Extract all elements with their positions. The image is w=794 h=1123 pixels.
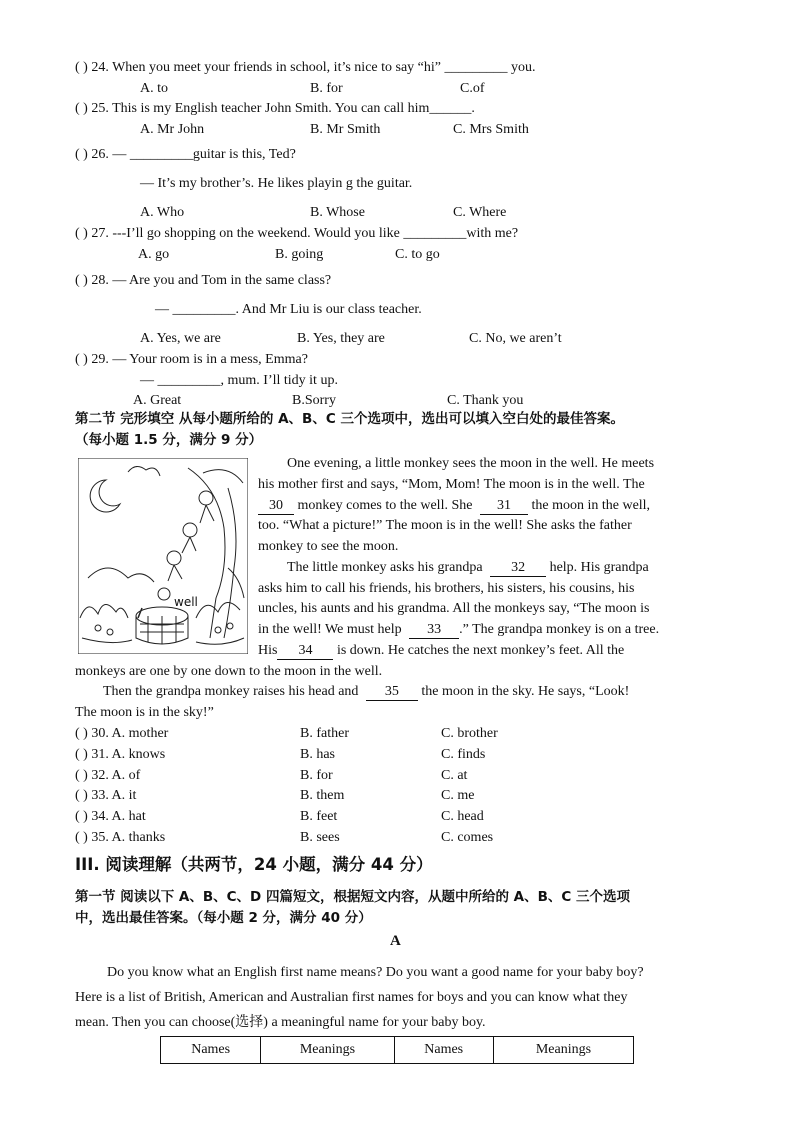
cloze-q35: ( ) 35. A. thanks bbox=[75, 830, 166, 845]
blank-35: 35 bbox=[366, 685, 418, 701]
option-b: B. for bbox=[300, 768, 333, 783]
option-c: C. Thank you bbox=[447, 393, 524, 408]
answer-blank: _________ bbox=[172, 302, 236, 317]
answer-blank: _________ bbox=[129, 147, 193, 162]
option-a: A. Yes, we are bbox=[140, 331, 221, 346]
option-c: C. Where bbox=[453, 205, 507, 220]
option-b: B. has bbox=[300, 747, 335, 762]
option-c: C. me bbox=[441, 788, 475, 803]
passage-line: mean. Then you can choose(选择) a meaningful name for your baby boy. bbox=[75, 1015, 486, 1030]
question-25: ( ) 25. This is my English teacher John Smith. You can call him______. bbox=[75, 101, 475, 116]
names-table bbox=[160, 1036, 634, 1064]
blank-31: 31 bbox=[480, 499, 528, 515]
passage-line: 30 monkey comes to the well. She 31 the moon in the well, bbox=[258, 499, 650, 515]
cloze-q30: ( ) 30. A. mother bbox=[75, 726, 169, 741]
dialogue-reply: — _________, mum. I’ll tidy it up. bbox=[140, 373, 338, 388]
passage-line: monkey to see the moon. bbox=[258, 539, 399, 554]
question-27: ( ) 27. ---I’ll go shopping on the weekend. Would you like _________with me? bbox=[75, 226, 519, 241]
passage-line: Here is a list of British, American and Australian first names for boys and you can know what they bbox=[75, 990, 628, 1005]
answer-blank: _________ bbox=[444, 60, 508, 75]
question-26: ( ) 26. — _________guitar is this, Ted? bbox=[75, 147, 296, 162]
cloze-q34: ( ) 34. A. hat bbox=[75, 809, 146, 824]
column-header: Names bbox=[394, 1037, 493, 1064]
answer-blank: _________ bbox=[403, 226, 467, 241]
blank-33: 33 bbox=[409, 623, 459, 639]
option-c: C. to go bbox=[395, 247, 440, 262]
blank-30: 30 bbox=[258, 499, 294, 515]
cloze-heading: 第二节 完形填空 从每小题所给的 A、B、C 三个选项中，选出可以填入空白处的最佳答案。 bbox=[75, 411, 624, 427]
option-c: C. head bbox=[441, 809, 484, 824]
passage-line: Then the grandpa monkey raises his head and 35 the moon in the sky. He says, “Look! bbox=[103, 684, 630, 699]
reading-subheading: 第一节 阅读以下 A、B、C、D 四篇短文，根据短文内容，从题中所给的 A、B、C 三个选项 bbox=[75, 889, 630, 905]
option-b: B. going bbox=[275, 247, 324, 262]
option-a: A. Mr John bbox=[140, 122, 205, 137]
passage-line: The little monkey asks his grandpa 32 help. His grandpa bbox=[287, 560, 649, 575]
blank-32: 32 bbox=[490, 561, 546, 577]
question-29: ( ) 29. — Your room is in a mess, Emma? bbox=[75, 352, 308, 367]
answer-blank: _________ bbox=[157, 373, 221, 388]
passage-line: too. “What a picture!” The moon is in the well! She asks the father bbox=[258, 518, 632, 533]
option-c: C. at bbox=[441, 768, 468, 783]
option-a: A. Who bbox=[140, 205, 185, 220]
column-header: Names bbox=[161, 1037, 261, 1064]
option-b: B. Yes, they are bbox=[297, 331, 385, 346]
passage-line: asks him to call his friends, his brothers, his sisters, his cousins, his bbox=[258, 581, 635, 596]
reading-section-title: III. 阅读理解（共两节，24 小题，满分 44 分） bbox=[75, 855, 433, 874]
column-header: Meanings bbox=[261, 1037, 394, 1064]
option-b: B. father bbox=[300, 726, 349, 741]
passage-line: The moon is in the sky!” bbox=[75, 705, 214, 720]
option-b: B. Whose bbox=[310, 205, 365, 220]
option-b: B. them bbox=[300, 788, 345, 803]
option-b: B. Mr Smith bbox=[310, 122, 381, 137]
blank-34: 34 bbox=[277, 644, 333, 660]
passage-line: Do you know what an English first name means? Do you want a good name for your baby boy? bbox=[107, 965, 644, 980]
passage-line: uncles, his aunts and his grandma. All the monkeys say, “The moon is bbox=[258, 601, 650, 616]
well-label: well bbox=[174, 595, 198, 609]
passage-line: in the well! We must help 33 .” The grandpa monkey is on a tree. bbox=[258, 622, 660, 637]
option-a: A. go bbox=[138, 247, 170, 262]
cloze-q32: ( ) 32. A. of bbox=[75, 768, 141, 783]
option-b: B.Sorry bbox=[292, 393, 336, 408]
option-c: C. No, we aren’t bbox=[469, 331, 562, 346]
question-24: ( ) 24. When you meet your friends in school, it’s nice to say “hi” _________ you. bbox=[75, 60, 536, 75]
table-header-row bbox=[161, 1037, 634, 1064]
cloze-heading-points: （每小题 1.5 分，满分 9 分） bbox=[75, 432, 263, 448]
dialogue-reply: — It’s my brother’s. He likes playin g the guitar. bbox=[140, 176, 413, 191]
passage-line: monkeys are one by one down to the moon in the well. bbox=[75, 664, 383, 679]
reading-subheading-points: 中，选出最佳答案。（每小题 2 分，满分 40 分） bbox=[75, 910, 372, 926]
passage-line: One evening, a little monkey sees the moon in the well. He meets bbox=[287, 456, 655, 471]
option-b: B. for bbox=[310, 81, 343, 96]
cloze-q31: ( ) 31. A. knows bbox=[75, 747, 166, 762]
option-c: C. brother bbox=[441, 726, 498, 741]
dialogue-reply: — _________. And Mr Liu is our class teacher. bbox=[155, 302, 422, 317]
question-28: ( ) 28. — Are you and Tom in the same class? bbox=[75, 273, 332, 288]
option-c: C.of bbox=[460, 81, 485, 96]
option-a: A. to bbox=[140, 81, 168, 96]
answer-blank: ______ bbox=[429, 101, 472, 116]
monkeys-in-well-illustration bbox=[78, 458, 248, 654]
option-a: A. Great bbox=[133, 393, 182, 408]
cloze-q33: ( ) 33. A. it bbox=[75, 788, 137, 803]
passage-line: His 34 is down. He catches the next monkey’s feet. All the bbox=[258, 643, 625, 658]
option-b: B. feet bbox=[300, 809, 338, 824]
passage-label: A bbox=[390, 933, 401, 949]
option-b: B. sees bbox=[300, 830, 340, 845]
passage-line: his mother first and says, “Mom, Mom! The moon is in the well. The bbox=[258, 477, 645, 492]
option-c: C. comes bbox=[441, 830, 494, 845]
option-c: C. Mrs Smith bbox=[453, 122, 529, 137]
option-c: C. finds bbox=[441, 747, 486, 762]
column-header: Meanings bbox=[493, 1037, 633, 1064]
